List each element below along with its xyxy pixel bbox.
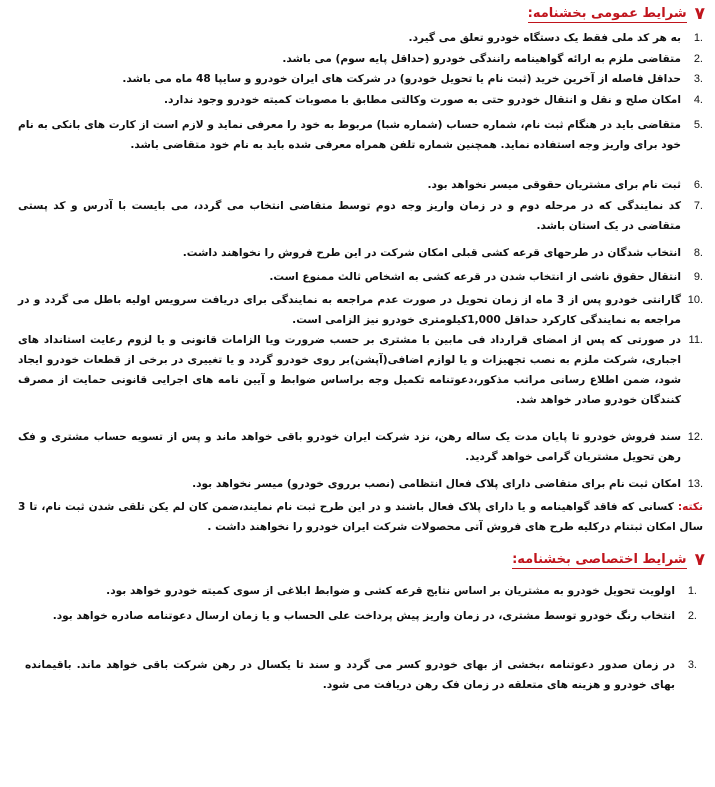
general-note	[18, 497, 703, 537]
item-number: 5.	[693, 119, 703, 131]
general-item-8	[18, 243, 703, 263]
general-item-10	[18, 290, 703, 330]
specific-item-1	[25, 581, 697, 601]
item-number: 10.	[687, 294, 703, 306]
item-number: 3.	[687, 659, 697, 671]
item-text: حداقل فاصله از آخرین خرید (ثبت نام یا تحویل خودرو) در شرکت های ایران خودرو و سایپا 48 ماه می باشد.	[122, 73, 681, 85]
item-text: در زمان صدور دعوتنامه ،بخشی از بهای خودرو کسر می گردد و سند تا یکسال در رهن شرکت باقی خواهد ماند. باقیمانده بهای خودرو و هزینه های متعلقه در زمان فک رهن دریافت می شود.	[25, 659, 675, 691]
item-text: گارانتی خودرو پس از 3 ماه از زمان تحویل در صورت عدم مراجعه به نمایندگی برای دریافت سرویس اولیه باطل می گردد و در مراجعه به نمایندگی کارکرد حداقل 1,000کیلومتری خودرو نیز الزامی است.	[18, 294, 681, 326]
section1-header	[528, 3, 705, 25]
general-item-2	[18, 49, 703, 69]
general-item-11	[18, 330, 703, 410]
item-text: سند فروش خودرو تا پایان مدت یک ساله رهن، نزد شرکت ایران خودرو باقی خواهد ماند و پس از تسویه حساب مشتری و فک رهن تحویل مشتریان گرامی خواهد گردید.	[18, 431, 681, 463]
item-number: 6.	[693, 179, 703, 191]
item-number: 2.	[693, 53, 703, 65]
item-text: انتخاب رنگ خودرو توسط مشتری، در زمان واریز پیش پرداخت علی الحساب و یا زمان ارسال دعوتنامه صادره خواهد بود.	[52, 610, 675, 622]
section2-number: ۷	[694, 550, 705, 570]
general-item-13	[18, 474, 703, 494]
general-item-6	[18, 175, 703, 195]
item-text: انتخاب شدگان در طرحهای قرعه کشی قبلی امکان شرکت در این طرح فروش را نخواهند داشت.	[182, 247, 681, 259]
item-text: انتقال حقوق ناشی از انتخاب شدن در قرعه کشی به اشخاص ثالث ممنوع است.	[269, 271, 681, 283]
item-number: 3.	[693, 73, 703, 85]
general-item-1	[18, 28, 703, 48]
item-text: ثبت نام برای مشتریان حقوقی میسر نخواهد بود.	[427, 179, 681, 191]
item-number: 13.	[687, 478, 703, 490]
general-item-12	[18, 427, 703, 467]
item-number: 1.	[693, 32, 703, 44]
item-number: 9.	[693, 271, 703, 283]
general-item-7	[18, 196, 703, 236]
section2-title: شرایط اختصاصی بخشنامه:	[512, 551, 687, 567]
note-label: نکته:	[677, 501, 703, 513]
item-text: امکان صلح و نقل و انتقال خودرو حتی به صورت وکالتی مطابق با مصوبات کمیته خودرو وجود ندارد.	[164, 94, 681, 106]
item-text: به هر کد ملی فقط یک دستگاه خودرو تعلق می گیرد.	[408, 32, 681, 44]
general-item-4	[18, 90, 703, 110]
specific-item-3	[25, 655, 697, 695]
item-number: 7.	[693, 200, 703, 212]
item-text: متقاضی ملزم به ارائه گواهینامه رانندگی خودرو (حداقل پایه سوم) می باشد.	[282, 53, 681, 65]
item-text: امکان ثبت نام برای متقاضی دارای پلاک فعال انتظامی (نصب برروی خودرو) میسر نخواهد بود.	[192, 478, 681, 490]
item-text: اولویت تحویل خودرو به مشتریان بر اساس نتایج قرعه کشی و ضوابط ابلاغی از سوی کمیته خودرو خواهد بود.	[106, 585, 675, 597]
item-text: متقاضی باید در هنگام ثبت نام، شماره حساب (شماره شبا) مربوط به خود را معرفی نماید و لازم است از کارت های بانکی به نام خود برای واریز وجه استفاده نماید. همچنین شماره تلفن همراه معرفی شده باید به نام خود متقاضی باشد.	[18, 119, 681, 151]
section2-header	[512, 549, 705, 571]
specific-item-2	[25, 606, 697, 626]
note-text: کسانی که فاقد گواهینامه و یا دارای پلاک فعال باشند و در این طرح ثبت نام نمایند،ضمن کان لم یکن تلقی شدن ثبت نام، تا 3 سال امکان ثبتنام درکلیه طرح های فروش آتی محصولات شرکت ایران خودرو را نخواهند داشت .	[18, 501, 703, 533]
item-number: 11.	[688, 334, 703, 346]
item-text: کد نمایندگی که در مرحله دوم و در زمان واریز وجه دوم توسط متقاضی انتخاب می گردد، می بایست با آدرس و کد پستی متقاضی در یک استان باشد.	[18, 200, 681, 232]
item-text: در صورتی که پس از امضای قرارداد فی مابین با مشتری بر حسب ضرورت ویا الزامات قانونی و یا لزوم رعایت استانداد های اجباری، شرکت ملزم به نصب تجهیزات و یا لوازم اضافی(آپشن)بر روی خودرو گردد و یا تغییری در برخی از قطعات خودرو ایجاد شود، ضمن اطلاع رسانی مراتب مذکور،دعوتنامه تکمیل وجه براساس ضوابط و آیین نامه های اجرایی قانونی حمایت از مصرف کنندگان خودرو صادر خواهد شد.	[18, 334, 681, 406]
item-number: 12.	[687, 431, 703, 443]
section1-title: شرایط عمومی بخشنامه:	[527, 5, 687, 21]
general-item-5	[18, 115, 703, 155]
general-item-9	[18, 267, 703, 287]
general-item-3	[18, 69, 703, 89]
section1-number: ۷	[694, 4, 705, 24]
item-number: 2.	[687, 610, 697, 622]
item-number: 8.	[693, 247, 703, 259]
item-number: 4.	[693, 94, 703, 106]
item-number: 1.	[687, 585, 697, 597]
